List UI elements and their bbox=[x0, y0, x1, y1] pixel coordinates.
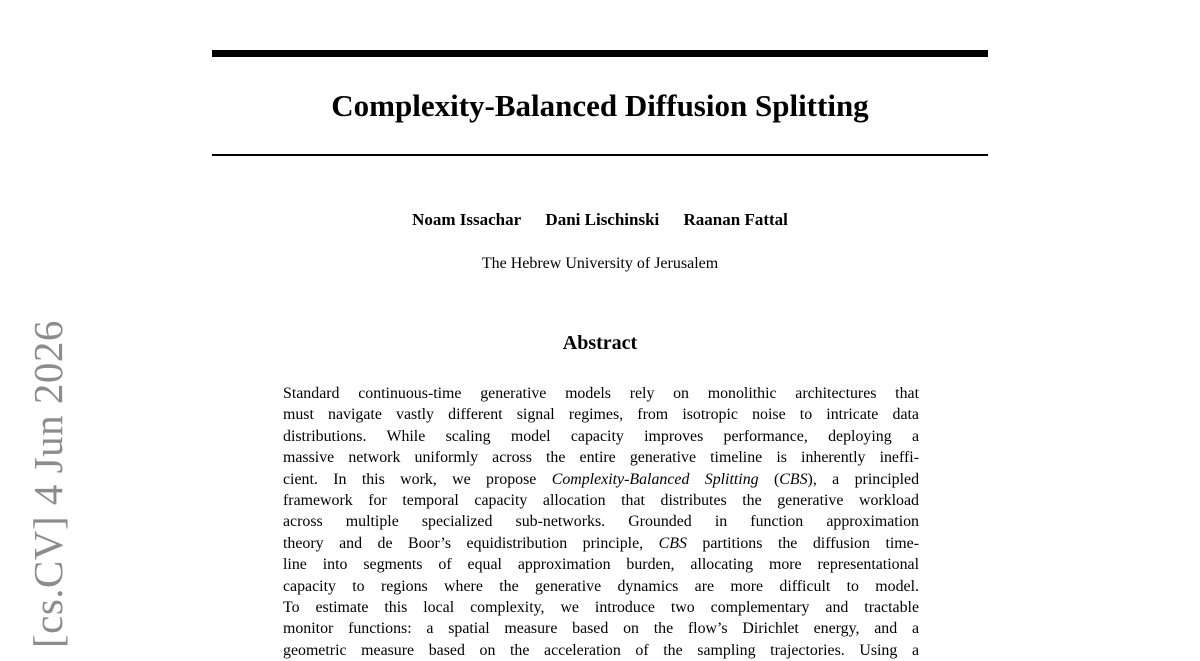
abstract-body bbox=[283, 383, 919, 661]
abstract-line: across multiple specialized sub-networks. Grounded in function approximation bbox=[283, 513, 919, 531]
paper-title: Complexity-Balanced Diffusion Splitting bbox=[331, 88, 869, 123]
abstract-line: line into segments of equal approximation burden, allocating more representational bbox=[283, 556, 919, 574]
abstract-line: framework for temporal capacity allocation that distributes the generative workload bbox=[283, 491, 919, 509]
abstract-line: Standard continuous-time generative models rely on monolithic architectures that bbox=[283, 385, 919, 402]
abstract-emphasis: CBS bbox=[658, 534, 687, 552]
title-top-rule bbox=[212, 50, 988, 57]
abstract-line: massive network uniformly across the entire generative timeline is inherently ineffi- bbox=[283, 449, 919, 467]
affiliation: The Hebrew University of Jerusalem bbox=[481, 255, 719, 272]
arxiv-identifier-stamp: [cs.CV] 4 Jun 2026 bbox=[25, 320, 71, 648]
abstract-line: distributions. While scaling model capacity improves performance, deploying a bbox=[283, 427, 919, 445]
author-name: Noam Issachar bbox=[412, 210, 522, 229]
abstract-line: To estimate this local complexity, we introduce two complementary and tractable bbox=[283, 598, 919, 616]
abstract-line: cient. In this work, we propose Complexity-Balanced Splitting (CBS), a principled bbox=[283, 470, 919, 488]
author-name: Dani Lischinski bbox=[545, 210, 660, 229]
author-name: Raanan Fattal bbox=[683, 210, 788, 229]
title-bottom-rule bbox=[212, 154, 988, 156]
abstract-line: capacity to regions where the generative dynamics are more difficult to model. bbox=[283, 577, 919, 595]
abstract-heading: Abstract bbox=[562, 332, 638, 354]
abstract-emphasis: Complexity-Balanced Splitting bbox=[551, 470, 759, 488]
author-list bbox=[212, 209, 988, 231]
abstract-emphasis: CBS bbox=[779, 470, 808, 488]
abstract-line: must navigate vastly different signal regimes, from isotropic noise to intricate data bbox=[283, 406, 919, 424]
abstract-line: geometric measure based on the acceleration of the sampling trajectories. Using a bbox=[283, 641, 919, 659]
abstract-line: theory and de Boor’s equidistribution principle, CBS partitions the diffusion time- bbox=[283, 534, 919, 552]
abstract-line: monitor functions: a spatial measure based on the flow’s Dirichlet energy, and a bbox=[283, 620, 919, 638]
